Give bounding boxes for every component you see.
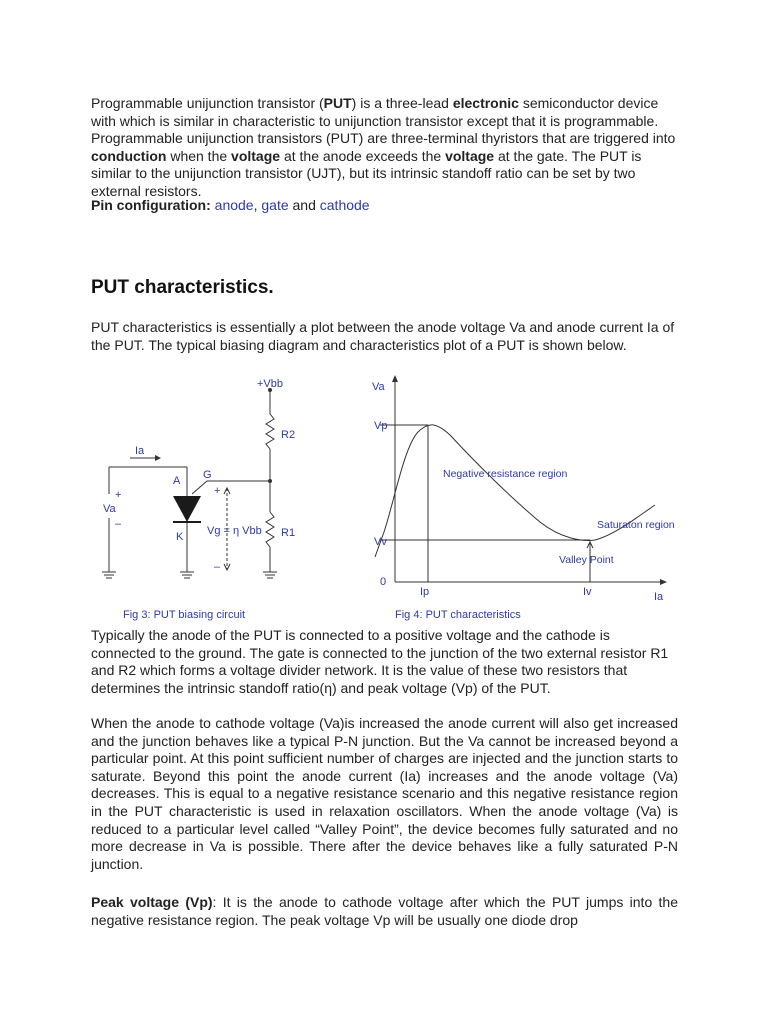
va-label: Va — [103, 503, 116, 515]
va-minus: – — [115, 518, 122, 530]
anode-link[interactable]: anode — [214, 197, 254, 213]
section-title: PUT characteristics. — [91, 277, 274, 298]
vg-label: Vg = η Vbb — [207, 525, 262, 537]
iv-label: Iv — [583, 586, 592, 598]
ip-label: Ip — [420, 586, 430, 598]
negative-resistance-label: Negative resistance region — [443, 468, 568, 480]
biasing-circuit-figure — [95, 372, 335, 624]
peak-voltage-paragraph: Peak voltage (Vp): It is the anode to cathode voltage after which the PUT jumps into the negative resistance region. The peak voltage Vp will be usually one diode drop — [91, 894, 678, 928]
valley-point-label: Valley Point — [559, 554, 614, 566]
r2-resistor — [266, 414, 274, 449]
gate-terminal-label: G — [203, 469, 212, 481]
vv-label: Vv — [374, 536, 387, 548]
vp-label: Vp — [374, 420, 388, 432]
ia-label: Ia — [135, 445, 145, 457]
intro-paragraph: Programmable unijunction transistor (PUT) is a three-lead electronic semiconductor device with which is similar in characteristic to unijunction transistor except that it is programmable. Programmable unijunction transistors (PUT) are three-terminal thyristors that are triggered into conduction when the voltage at the anode exceeds the voltage at the gate. The PUT is similar to the unijunction transistor (UJT), but its intrinsic standoff ratio can be set by two external resistors. — [91, 95, 676, 199]
pin-configuration: Pin configuration: anode, gate and cathode — [91, 197, 370, 213]
fig4-caption: Fig 4: PUT characteristics — [395, 609, 521, 621]
r1-label: R1 — [281, 527, 296, 539]
pin-config-label: Pin configuration: — [91, 197, 211, 213]
peak-voltage-term: Peak voltage (Vp) — [91, 894, 213, 910]
va-plus: + — [115, 489, 122, 501]
r2-label: R2 — [281, 429, 296, 441]
va-axis-label: Va — [372, 381, 385, 393]
vbb-label: +Vbb — [257, 378, 283, 390]
gate-link[interactable]: gate — [261, 197, 289, 213]
vg-minus: – — [214, 561, 221, 573]
characteristic-curve — [375, 425, 655, 557]
vg-plus: + — [214, 485, 221, 497]
characteristics-plot-figure — [360, 372, 680, 624]
origin-label: 0 — [380, 576, 387, 588]
fig3-caption: Fig 3: PUT biasing circuit — [123, 609, 246, 621]
operation-paragraph: When the anode to cathode voltage (Va)is increased the anode current will also get increased and the junction behaves like a typical P-N junction. But the Va cannot be increased beyond a particular point. At this point sufficient number of charges are injected and the junction starts to saturate. Beyond this point the anode current (Ia) increases and the anode voltage (Va) decreases. This is equal to a negative resistance scenario and this negative resistance region in the PUT characteristic is used in relaxation oscillators. When the anode voltage (Va) is reduced to a particular level called “Valley Point”, the device becomes fully saturated and no more decrease in Va is possible. There after the device behaves like a fully saturated P-N junction. — [91, 715, 678, 872]
anode-terminal-label: A — [173, 475, 181, 487]
r1-resistor — [266, 512, 274, 547]
ia-axis-label: Ia — [654, 591, 664, 603]
cathode-link[interactable]: cathode — [319, 197, 370, 213]
characteristics-intro: PUT characteristics is essentially a plot between the anode voltage Va and anode current Ia of the PUT. The typical biasing diagram and characteristics plot of a PUT is shown below. — [91, 319, 675, 353]
put-diode-symbol — [173, 496, 201, 522]
cathode-terminal-label: K — [176, 531, 184, 543]
saturation-region-label: Saturaton region — [597, 519, 675, 531]
biasing-paragraph: Typically the anode of the PUT is connected to a positive voltage and the cathode is connected to the ground. The gate is connected to the junction of the two external resistor R1 and R2 which forms a voltage divider network. It is the value of these two resistors that determines the intrinsic standoff ratio(η) and peak voltage (Vp) of the PUT. — [91, 627, 669, 696]
